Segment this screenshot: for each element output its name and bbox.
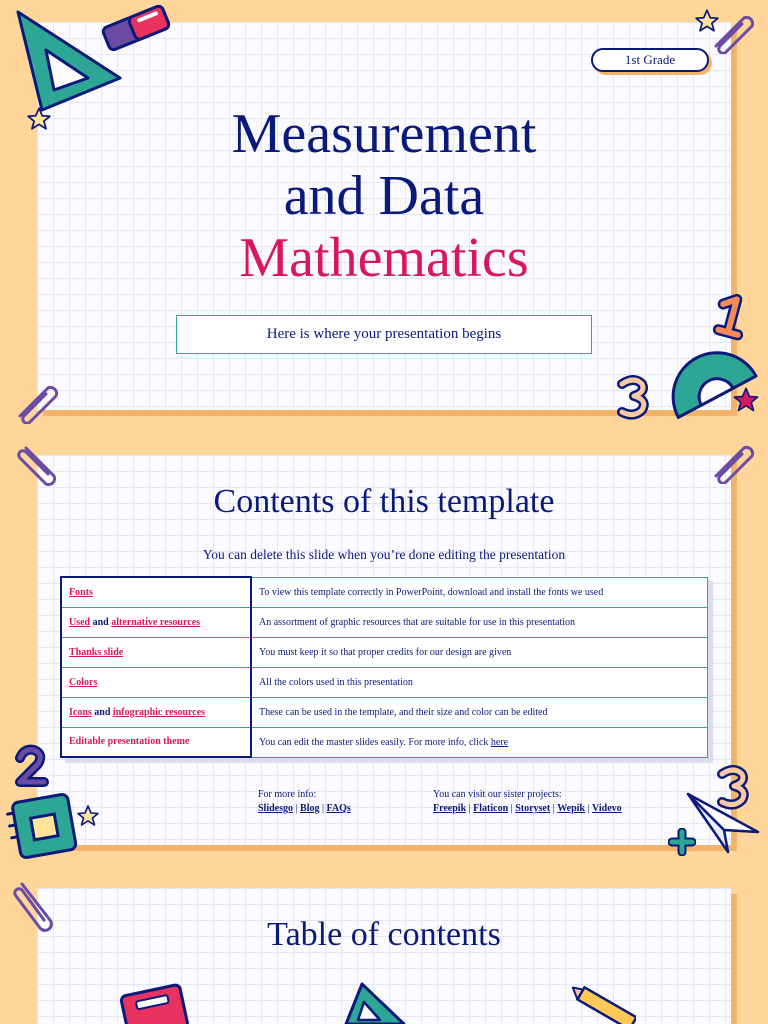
- delete-note: You can delete this slide when you’re done editing the presentation: [202, 547, 566, 562]
- title-slide: [37, 22, 731, 410]
- row-desc: An assortment of graphic resources that are suitable for use in this presentation: [251, 607, 708, 637]
- title-line-3: Mathematics: [239, 227, 529, 289]
- and-text: and: [94, 706, 111, 718]
- editable-theme-label: Editable presentation theme: [61, 727, 251, 757]
- book-icon: [116, 980, 192, 1024]
- row-desc: You can edit the master slides easily. For more info, click: [259, 736, 491, 748]
- table-row: [61, 637, 708, 667]
- paperclip-icon: [16, 440, 62, 488]
- grade-badge: 1st Grade: [591, 48, 709, 72]
- infographic-resources-link[interactable]: infographic resources: [112, 706, 206, 718]
- number-two-icon: [10, 744, 52, 790]
- number-three-icon: [612, 374, 654, 420]
- videvo-link[interactable]: Videvo: [592, 803, 622, 814]
- separator: |: [321, 803, 324, 814]
- flaticon-link[interactable]: Flaticon: [473, 803, 509, 814]
- paperclip-icon: [708, 10, 756, 54]
- colors-link[interactable]: Colors: [69, 676, 98, 688]
- row-desc: These can be used in the template, and their size and color can be edited: [251, 697, 708, 727]
- subtitle: Here is where your presentation begins: [176, 315, 592, 354]
- table-row: [61, 577, 708, 607]
- title-line-1: Measurement: [231, 103, 537, 165]
- slidesgo-link[interactable]: Slidesgo: [258, 803, 294, 814]
- star-icon: [732, 386, 760, 414]
- star-icon: [76, 804, 100, 828]
- row-desc: You must keep it so that proper credits for our design are given: [251, 637, 708, 667]
- thanks-slide-link[interactable]: Thanks slide: [69, 646, 124, 658]
- table-row: [61, 667, 708, 697]
- separator: |: [552, 803, 555, 814]
- notebook-icon: [6, 790, 82, 860]
- toc-title: Table of contents: [267, 916, 501, 953]
- separator: |: [295, 803, 298, 814]
- eraser-icon: [96, 2, 176, 54]
- row-desc: All the colors used in this presentation: [251, 667, 708, 697]
- title-line-2: and Data: [283, 165, 485, 227]
- paperclip-icon: [708, 440, 756, 484]
- table-row: [61, 697, 708, 727]
- separator: |: [587, 803, 590, 814]
- footer-left-label: For more info:: [258, 789, 317, 800]
- contents-title: Contents of this template: [213, 483, 555, 520]
- plus-icon: [668, 828, 696, 856]
- faqs-link[interactable]: FAQs: [326, 803, 351, 814]
- row-desc: To view this template correctly in PowerPoint, download and install the fonts we used: [251, 577, 708, 607]
- star-icon: [26, 106, 52, 132]
- pencil-icon: [566, 984, 636, 1024]
- alternative-resources-link[interactable]: alternative resources: [111, 616, 201, 628]
- triangle-ruler-icon: [340, 980, 410, 1024]
- footer-right-label: You can visit our sister projects:: [433, 789, 562, 800]
- and-text: and: [92, 616, 109, 628]
- table-row: [61, 607, 708, 637]
- contents-slide: [37, 455, 731, 845]
- footer-sister-projects: [433, 788, 622, 816]
- separator: |: [510, 803, 513, 814]
- table-row: [61, 727, 708, 757]
- blog-link[interactable]: Blog: [300, 803, 320, 814]
- resources-table: [60, 576, 708, 758]
- separator: |: [468, 803, 471, 814]
- paperclip-icon: [10, 876, 60, 942]
- footer-more-info: [258, 788, 351, 816]
- freepik-link[interactable]: Freepik: [433, 803, 467, 814]
- here-link[interactable]: here: [490, 736, 509, 748]
- wepik-link[interactable]: Wepik: [557, 803, 585, 814]
- used-link[interactable]: Used: [69, 616, 91, 628]
- icons-link[interactable]: Icons: [69, 706, 92, 718]
- paperclip-icon: [12, 380, 60, 424]
- fonts-link[interactable]: Fonts: [69, 586, 93, 598]
- storyset-link[interactable]: Storyset: [515, 803, 551, 814]
